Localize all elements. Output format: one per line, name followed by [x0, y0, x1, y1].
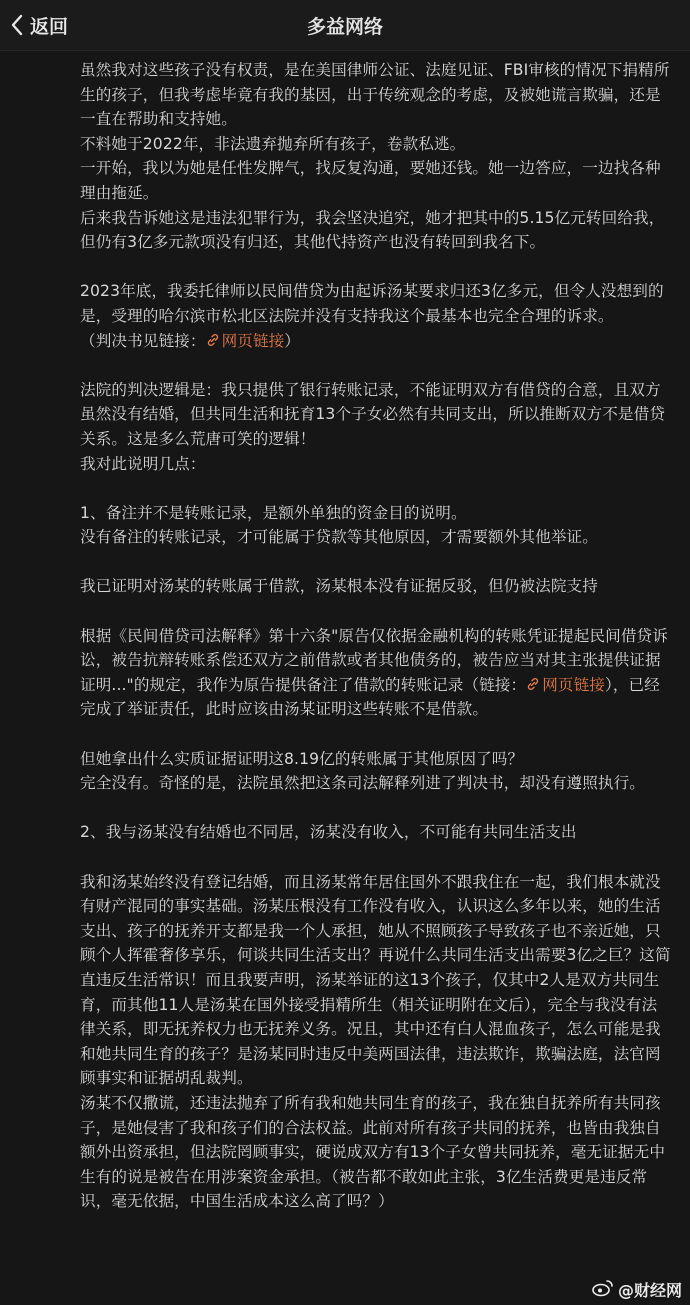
- link-icon: [526, 677, 540, 691]
- link-text: 网页链接: [221, 331, 285, 350]
- paragraph-text: 根据《民间借贷司法解释》第十六条"原告仅依据金融机构的转账凭证提起民间借贷诉讼，被告抗辩转账系偿还双方之前借款或者其他债务的，被告应当对其主张提供证据证明..."的规定，我作为原告提供备注了借款的转账记录（链接：: [80, 626, 668, 694]
- transfer-record-web-link[interactable]: [526, 676, 605, 694]
- article-body: [80, 58, 672, 1214]
- paragraph: 法院的判决逻辑是：我只提供了银行转账记录，不能证明双方有借贷的合意，且双方虽然没有结婚，但共同生活和抚育13个子女必然有共同支出，所以推断双方不是借贷关系。这是多么荒唐可笑的逻辑！: [80, 380, 666, 448]
- spacer: [80, 353, 672, 378]
- page-title: 多益网络: [306, 16, 383, 38]
- paragraph: 我对此说明几点：: [80, 454, 206, 473]
- link-text: 网页链接: [542, 675, 605, 694]
- spacer: [80, 476, 672, 501]
- spacer: [80, 722, 672, 747]
- paragraph: 2、我与汤某没有结婚也不同居，汤某没有收入，不可能有共同生活支出: [80, 823, 577, 842]
- spacer: [80, 796, 672, 821]
- spacer: [80, 550, 672, 575]
- link-suffix: ）: [284, 331, 301, 350]
- paragraph: 虽然我对这些孩子没有权责，是在美国律师公证、法庭见证、FBI审核的情况下捐精所生的孩子，但我考虑毕竟有我的基因，出于传统观念的考虑，及被她谎言欺骗，还是一直在帮助和支持她。: [80, 61, 670, 129]
- back-label: 返回: [30, 15, 69, 38]
- judgment-web-link[interactable]: [206, 332, 285, 350]
- paragraph: 1、备注并不是转账记录，是额外单独的资金目的说明。: [80, 503, 467, 522]
- watermark-text: @财经网: [617, 1281, 682, 1300]
- top-navigation-bar: [0, 0, 690, 51]
- paragraph: 没有备注的转账记录，才可能属于贷款等其他原因，才需要额外其他举证。: [80, 528, 598, 547]
- watermark: [592, 1278, 682, 1301]
- paragraph: 我和汤某始终没有登记结婚，而且汤某常年居住国外不跟我住在一起，我们根本就没有财产混同的事实基础。汤某压根没有工作没有收入，认识这么多年以来，她的生活支出、孩子的抚养开支都是我一个人承担，她从不照顾孩子导致孩子也不亲近她，只顾个人挥霍奢侈享乐，何谈共同生活支出？再说什么共同生活支出需要3亿之巨？这简直违反生活常识！而且我要声明，汤某举证的这13个孩子，仅其中2人是双方共同生育，而其他11人是汤某在国外接受捐精所生（相关证明附在文后），完全与我没有法律关系，即无抚养权力也无抚养义务。况且，其中还有白人混血孩子，怎么可能是我和她共同生育的孩子？是汤某同时违反中美两国法律，违法欺诈，欺骗法庭，法官罔顾事实和证据胡乱裁判。: [80, 872, 671, 1088]
- link-prefix: （判决书见链接：: [80, 331, 206, 350]
- paragraph-text: ），已经完成了举证责任，此时应该由汤某证明这些转账不是借款。: [80, 675, 660, 719]
- paragraph-with-link: [80, 329, 672, 354]
- paragraph: 我已证明对汤某的转账属于借款，汤某根本没有证据反驳，但仍被法院支持: [80, 577, 598, 596]
- weibo-logo-icon: [592, 1279, 614, 1301]
- spacer: [80, 599, 672, 624]
- spacer: [80, 845, 672, 870]
- paragraph: 完全没有。奇怪的是，法院虽然把这条司法解释列进了判决书，却没有遵照执行。: [80, 774, 645, 793]
- spacer: [80, 255, 672, 280]
- link-icon: [206, 333, 220, 347]
- paragraph: 2023年底，我委托律师以民间借贷为由起诉汤某要求归还3亿多元，但令人没想到的是，受理的哈尔滨市松北区法院并没有支持我这个最基本也完全合理的诉求。: [80, 282, 664, 325]
- paragraph: 不料她于2022年，非法遗弃抛弃所有孩子，卷款私逃。: [80, 134, 466, 153]
- paragraph: 后来我告诉她这是违法犯罪行为，我会坚决追究，她才把其中的5.15亿元转回给我，但仍有3亿多元款项没有归还，其他代持资产也没有转回到我名下。: [80, 208, 665, 252]
- paragraph: 汤某不仅撒谎，还违法抛弃了所有我和她共同生育的孩子，我在独自抚养所有共同孩子，是她侵害了我和孩子们的合法权益。此前对所有孩子共同的抚养，也皆由我独自额外出资承担，但法院罔顾事实，硬说成双方有13个子女曾共同抚养，毫无证据无中生有的说是被告在用涉案资金承担。（被告都不敢如此主张，3亿生活费更是违反常识，毫无依据，中国生活成本这么高了吗？）: [80, 1093, 666, 1211]
- paragraph: 但她拿出什么实质证据证明这8.19亿的转账属于其他原因了吗？: [80, 749, 524, 768]
- paragraph-with-link: [80, 624, 672, 722]
- paragraph: 一开始，我以为她是任性发脾气，找反复沟通，要她还钱。她一边答应，一边找各种理由拖延。: [80, 159, 661, 202]
